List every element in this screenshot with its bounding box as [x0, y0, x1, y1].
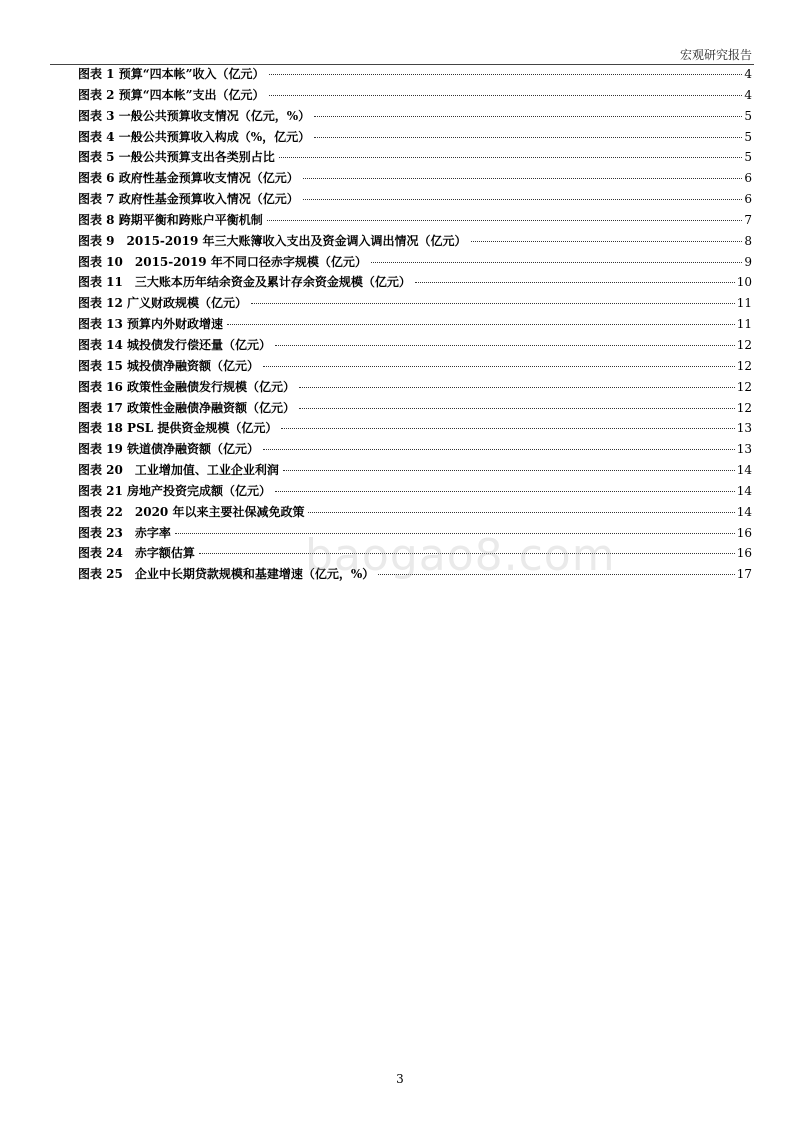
toc-entry-page[interactable]: 6 [744, 171, 752, 186]
toc-entry[interactable] [78, 502, 752, 523]
toc-entry-title[interactable]: 图表 19 铁道债净融资额（亿元） [78, 442, 260, 457]
toc-dot-leader [279, 157, 743, 158]
toc-entry[interactable] [78, 106, 752, 127]
toc-dot-leader [251, 303, 735, 304]
toc-entry[interactable] [78, 210, 752, 231]
toc-entry-title[interactable]: 图表 7 政府性基金预算收入情况（亿元） [78, 192, 299, 207]
toc-dot-leader [263, 366, 735, 367]
toc-entry-page[interactable]: 10 [736, 275, 752, 290]
toc-entry[interactable] [78, 564, 752, 585]
toc-dot-leader [471, 241, 743, 242]
toc-dot-leader [303, 178, 743, 179]
toc-dot-leader [299, 387, 735, 388]
toc-entry[interactable] [78, 168, 752, 189]
toc-dot-leader [175, 533, 735, 534]
toc-entry-title[interactable]: 图表 8 跨期平衡和跨账户平衡机制 [78, 212, 263, 227]
toc-entry-title[interactable]: 图表 13 预算内外财政增速 [78, 317, 224, 332]
toc-entry-title[interactable]: 图表 22 2020 年以来主要社保减免政策 [78, 504, 305, 519]
toc-dot-leader [269, 95, 743, 96]
toc-entry-page[interactable]: 14 [736, 504, 752, 519]
toc-dot-leader [275, 345, 735, 346]
toc-entry-page[interactable]: 4 [744, 87, 752, 102]
toc-entry-title[interactable]: 图表 24 赤字额估算 [78, 546, 195, 561]
toc-dot-leader [378, 574, 734, 575]
toc-entry[interactable] [78, 418, 752, 439]
toc-dot-leader [299, 408, 735, 409]
toc-entry-page[interactable]: 4 [744, 67, 752, 81]
watermark: baogao8.com [305, 530, 616, 581]
toc-dot-leader [263, 449, 735, 450]
toc-entry-page[interactable]: 13 [736, 421, 752, 436]
toc-dot-leader [314, 137, 742, 138]
toc-entry[interactable] [78, 127, 752, 148]
toc-entry-title[interactable]: 图表 18 PSL 提供资金规模（亿元） [78, 421, 278, 436]
toc-entry-title[interactable]: 图表 2 预算“四本帐”支出（亿元） [78, 87, 265, 102]
toc-entry-page[interactable]: 7 [744, 212, 752, 227]
toc-dot-leader [267, 220, 743, 221]
toc-entry[interactable] [78, 293, 752, 314]
toc-entry-title[interactable]: 图表 15 城投债净融资额（亿元） [78, 358, 260, 373]
toc-entry[interactable] [78, 85, 752, 106]
table-of-figures [78, 64, 752, 585]
toc-dot-leader [303, 199, 743, 200]
toc-entry[interactable] [78, 335, 752, 356]
toc-entry-title[interactable]: 图表 10 2015-2019 年不同口径赤字规模（亿元） [78, 254, 367, 269]
toc-dot-leader [275, 491, 735, 492]
toc-dot-leader [314, 116, 742, 117]
toc-entry[interactable] [78, 481, 752, 502]
toc-entry-page[interactable]: 11 [736, 317, 752, 332]
toc-entry-title[interactable]: 图表 6 政府性基金预算收支情况（亿元） [78, 171, 299, 186]
toc-entry-page[interactable]: 5 [744, 150, 752, 165]
toc-entry-page[interactable]: 17 [736, 567, 752, 582]
toc-entry[interactable] [78, 439, 752, 460]
toc-entry-title[interactable]: 图表 9 2015-2019 年三大账簿收入支出及资金调入调出情况（亿元） [78, 233, 467, 248]
toc-entry[interactable] [78, 231, 752, 252]
toc-entry-page[interactable]: 11 [736, 296, 752, 311]
toc-entry-page[interactable]: 12 [736, 337, 752, 352]
toc-entry-title[interactable]: 图表 23 赤字率 [78, 525, 171, 540]
toc-dot-leader [227, 324, 735, 325]
toc-entry-page[interactable]: 5 [744, 108, 752, 123]
toc-entry-page[interactable]: 6 [744, 192, 752, 207]
toc-dot-leader [199, 553, 735, 554]
toc-entry-title[interactable]: 图表 14 城投债发行偿还量（亿元） [78, 337, 272, 352]
toc-dot-leader [281, 428, 734, 429]
toc-entry-page[interactable]: 16 [736, 546, 752, 561]
toc-dot-leader [308, 512, 734, 513]
toc-entry-title[interactable]: 图表 11 三大账本历年结余资金及累计存余资金规模（亿元） [78, 275, 411, 290]
toc-dot-leader [371, 262, 743, 263]
toc-entry-page[interactable]: 12 [736, 400, 752, 415]
toc-entry-page[interactable]: 12 [736, 358, 752, 373]
toc-entry-page[interactable]: 14 [736, 483, 752, 498]
toc-entry-title[interactable]: 图表 1 预算“四本帐”收入（亿元） [78, 67, 265, 81]
toc-entry-page[interactable]: 16 [736, 525, 752, 540]
toc-entry-title[interactable]: 图表 17 政策性金融债净融资额（亿元） [78, 400, 296, 415]
toc-entry[interactable] [78, 147, 752, 168]
toc-entry[interactable] [78, 314, 752, 335]
toc-entry-page[interactable]: 12 [736, 379, 752, 394]
toc-dot-leader [415, 282, 735, 283]
toc-entry-title[interactable]: 图表 21 房地产投资完成额（亿元） [78, 483, 272, 498]
toc-entry[interactable] [78, 356, 752, 377]
toc-dot-leader [269, 74, 743, 75]
toc-dot-leader [283, 470, 735, 471]
report-category-label: 宏观研究报告 [679, 48, 752, 62]
toc-entry[interactable] [78, 272, 752, 293]
toc-entry-title[interactable]: 图表 20 工业增加值、工业企业利润 [78, 463, 279, 478]
toc-entry[interactable] [78, 189, 752, 210]
toc-entry[interactable] [78, 377, 752, 398]
toc-entry-title[interactable]: 图表 12 广义财政规模（亿元） [78, 296, 248, 311]
toc-entry-page[interactable]: 9 [744, 254, 752, 269]
toc-entry[interactable] [78, 64, 752, 85]
toc-entry[interactable] [78, 252, 752, 273]
toc-entry-page[interactable]: 5 [744, 129, 752, 144]
toc-entry-title[interactable]: 图表 3 一般公共预算收支情况（亿元，%） [78, 108, 311, 123]
toc-entry-title[interactable]: 图表 16 政策性金融债发行规模（亿元） [78, 379, 296, 394]
toc-entry-page[interactable]: 8 [744, 233, 752, 248]
toc-entry[interactable] [78, 543, 752, 564]
toc-entry-page[interactable]: 14 [736, 463, 752, 478]
toc-entry-page[interactable]: 13 [736, 442, 752, 457]
toc-entry-title[interactable]: 图表 25 企业中长期贷款规模和基建增速（亿元，%） [78, 567, 375, 582]
toc-entry[interactable] [78, 460, 752, 481]
toc-entry-title[interactable]: 图表 4 一般公共预算收入构成（%，亿元） [78, 129, 311, 144]
toc-entry[interactable] [78, 523, 752, 544]
toc-entry[interactable] [78, 398, 752, 419]
toc-entry-title[interactable]: 图表 5 一般公共预算支出各类别占比 [78, 150, 275, 165]
page-number: 3 [396, 1072, 404, 1086]
